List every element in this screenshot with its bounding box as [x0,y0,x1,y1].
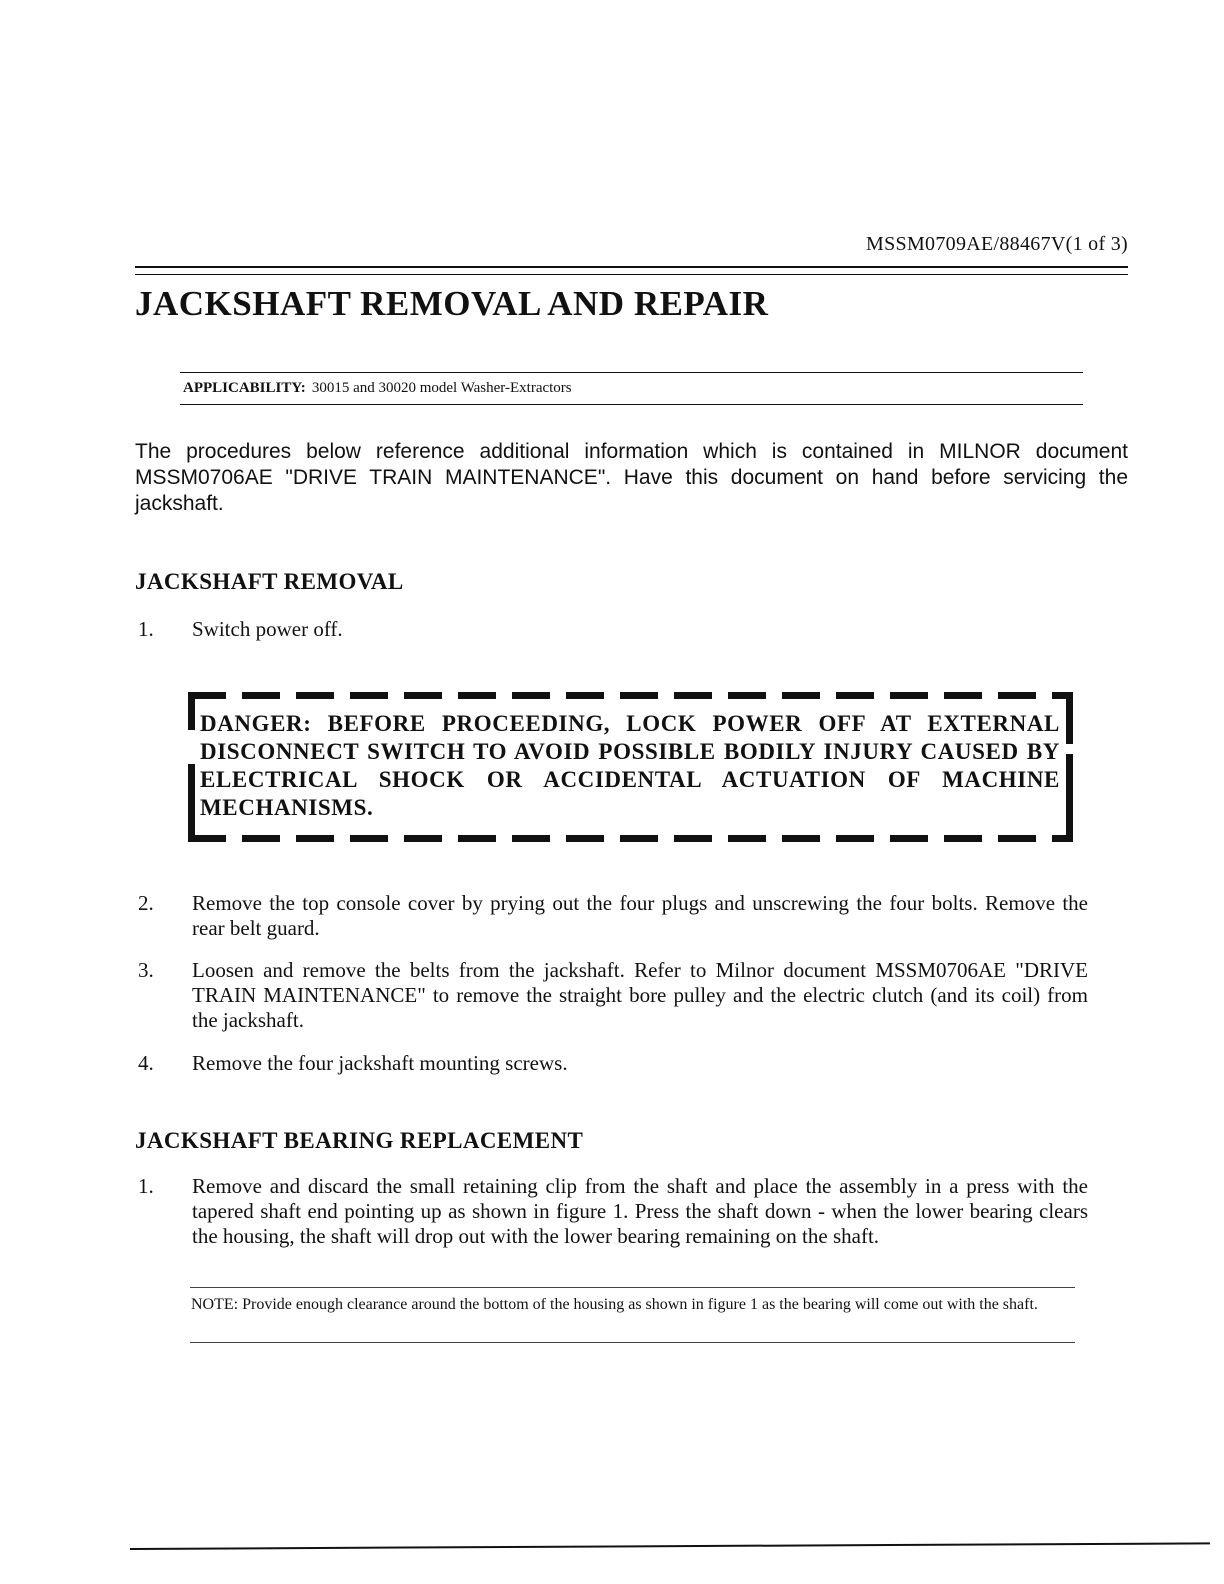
applicability-line [183,380,572,397]
danger-warning-text: DANGER: BEFORE PROCEEDING, LOCK POWER OFF AT EXTERNAL DISCONNECT SWITCH TO AVOID POSSIBLE BODILY INJURY CAUSED BY ELECTRICAL SHOCK OR ACCIDENTAL ACTUATION OF MACHINE MECHANISMS. [200,711,1060,820]
step-number: 3. [138,958,154,982]
step-text: Switch power off. [192,617,343,641]
danger-left-bar-upper [188,692,195,730]
step-number: 1. [138,617,154,641]
removal-step-1 [135,617,1088,642]
removal-heading: JACKSHAFT REMOVAL [135,569,404,594]
step-number: 2. [138,891,154,915]
applicability-top-rule [180,372,1083,373]
note-text: NOTE: Provide enough clearance around the bottom of the housing as shown in figure 1 as the bearing will come out with the shaft. [191,1296,1038,1313]
removal-step-3 [135,958,1088,1033]
footer-rule [130,1542,1210,1550]
applicability-bottom-rule [180,404,1083,405]
step-text: Remove the top console cover by prying out the four plugs and unscrewing the four bolts. Remove the rear belt guard. [192,891,1088,940]
danger-dashed-bottom-border [188,835,1073,842]
page-title: JACKSHAFT REMOVAL AND REPAIR [135,284,769,323]
danger-right-bar-upper [1066,692,1073,744]
bearing-heading: JACKSHAFT BEARING REPLACEMENT [135,1128,584,1153]
step-number: 1. [138,1174,154,1198]
danger-left-bar-lower [188,764,195,842]
removal-step-2 [135,891,1088,941]
header-double-rule [135,266,1128,275]
danger-warning-box [188,692,1073,842]
bearing-step-1 [135,1174,1088,1249]
note-bottom-rule [190,1342,1075,1343]
step-text: Remove the four jackshaft mounting screws. [192,1051,568,1075]
danger-right-bar-lower [1066,754,1073,842]
document-reference: MSSM0709AE/88467V(1 of 3) [866,233,1128,255]
danger-dashed-top-border [188,692,1073,699]
step-text: Loosen and remove the belts from the jackshaft. Refer to Milnor document MSSM0706AE "DRIVE TRAIN MAINTENANCE" to remove the straight bore pulley and the electric clutch (and its coil) from the jackshaft. [192,958,1088,1032]
removal-step-4 [135,1051,1088,1076]
applicability-value: 30015 and 30020 model Washer-Extractors [311,380,572,396]
step-number: 4. [138,1051,154,1075]
applicability-label: APPLICABILITY: [183,380,306,396]
intro-paragraph: The procedures below reference additional information which is contained in MILNOR document MSSM0706AE "DRIVE TRAIN MAINTENANCE". Have this document on hand before servicing the jackshaft. [135,440,1128,515]
step-text: Remove and discard the small retaining clip from the shaft and place the assembly in a press with the tapered shaft end pointing up as shown in figure 1. Press the shaft down - when the lower bearing clears the housing, the shaft will drop out with the lower bearing remaining on the shaft. [192,1174,1088,1248]
note-top-rule [190,1287,1075,1288]
